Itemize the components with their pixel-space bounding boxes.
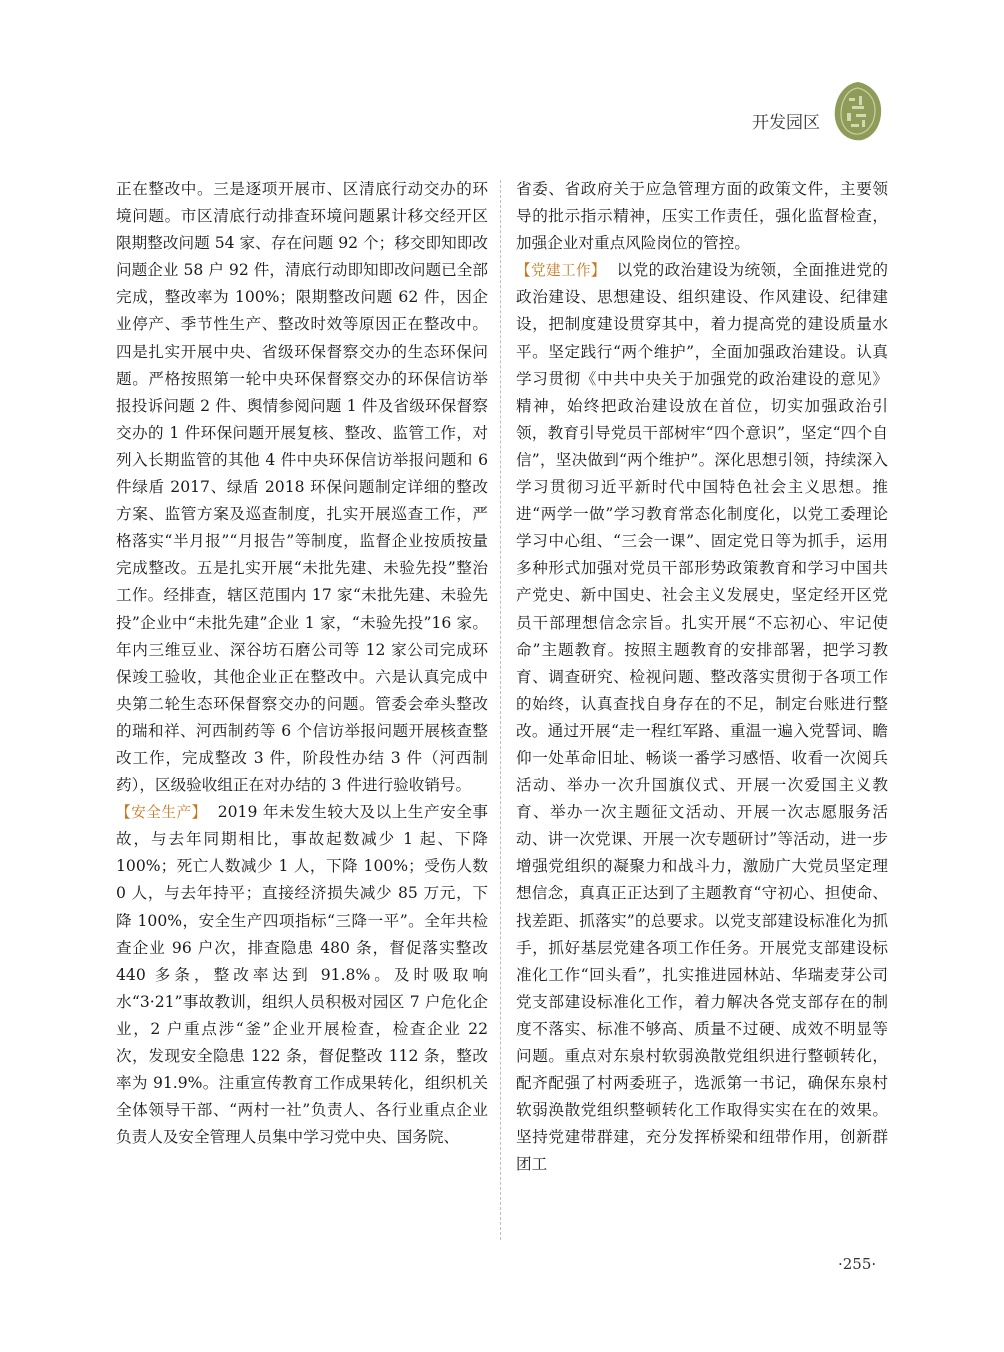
seal-emblem-icon bbox=[832, 80, 884, 142]
party-building-text: 以党的政治建设为统领，全面推进党的政治建设、思想建设、组织建设、作风建设、纪律建设，把制度建设贯穿其中，着力提高党的建设质量水平。坚定践行“两个维护”，全面加强政治建设。认真学习贯彻《中共中央关于加强党的政治建设的意见》精神，始终把政治建设放在首位，切实加强政治引领，教育引导党员干部树牢“四个意识”，坚定“四个自信”，坚决做到“两个维护”。深化思想引领，持续深入学习贯彻习近平新时代中国特色社会主义思想。推进“两学一做”学习教育常态化制度化，以党工委理论学习中心组、“三会一课”、固定党日等为抓手，运用多种形式加强对党员干部形势政策教育和学习中国共产党史、新中国史、社会主义发展史，坚定经开区党员干部理想信念宗旨。扎实开展“不忘初心、牢记使命”主题教育。按照主题教育的安排部署，把学习教育、调查研究、检视问题、整改落实贯彻于各项工作的始终，认真查找自身存在的不足，制定台账进行整改。通过开展“走一程红军路、重温一遍入党誓词、瞻仰一处革命旧址、畅谈一番学习感悟、收看一次阅兵活动、举办一次升国旗仪式、开展一次爱国主义教育、举办一次主题征文活动、开展一次志愿服务活动、讲一次党课、开展一次专题研讨”等活动，进一步增强党组织的凝聚力和战斗力，激励广大党员坚定理想信念，真真正正达到了主题教育“守初心、担使命、找差距、抓落实”的总要求。以党支部建设标准化为抓手，抓好基层党建各项工作任务。开展党支部建设标准化工作“回头看”，扎实推进园林站、华瑞麦芽公司党支部建设标准化工作，着力解决各党支部存在的制度不落实、标准不够高、质量不过硬、成效不明显等问题。重点对东泉村软弱涣散党组织进行整顿转化，配齐配强了村两委班子，选派第一书记，确保东泉村软弱涣散党组织整顿转化工作取得实实在在的效果。坚持党建带群建，充分发挥桥梁和纽带作用，创新群团工 bbox=[516, 261, 888, 1174]
section-tag-party: 【党建工作】 bbox=[516, 262, 606, 280]
column-divider bbox=[500, 180, 501, 1240]
safety-paragraph bbox=[116, 799, 488, 1151]
section-tag-safety: 【安全生产】 bbox=[116, 804, 207, 822]
party-building-paragraph bbox=[516, 257, 888, 1178]
safety-continued-paragraph: 省委、省政府关于应急管理方面的政策文件，主要领导的批示指示精神，压实工作责任，强化监督检查，加强企业对重点风险岗位的管控。 bbox=[516, 180, 888, 253]
safety-text: 2019 年未发生较大及以上生产安全事故，与去年同期相比，事故起数减少 1 起、下降 100%；死亡人数减少 1 人，下降 100%；受伤人数 0 人，与去年持平；直接经济损失减少 85 万元，下降 100%，安全生产四项指标“三降一平”。全年共检查企业 96 户次，排查隐患 480 条，督促落实整改 440 多条，整改率达到 91.8%。及时吸取响水“3·21”事故教训，组织人员积极对园区 7 户危化企业，2 户重点涉“釜”企业开展检查，检查企业 22 次，发现安全隐患 122 条，督促整改 112 条，整改率为 91.9%。注重宣传教育工作成果转化，组织机关全体领导干部、“两村一社”负责人、各行业重点企业负责人及安全管理人员集中学习党中央、国务院、 bbox=[116, 803, 488, 1147]
section-title: 开发园区 bbox=[752, 113, 820, 133]
page-number: ·255· bbox=[838, 1255, 877, 1273]
left-column bbox=[116, 176, 488, 1151]
right-column bbox=[516, 176, 888, 1178]
environment-paragraph: 正在整改中。三是逐项开展市、区清底行动交办的环境问题。市区清底行动排查环境问题累计移交经开区限期整改问题 54 家、存在问题 92 个；移交即知即改问题企业 58 户 92 件，清底行动即知即改问题已全部完成，整改率为 100%；限期整改问题 62 件，因企业停产、季节性生产、整改时效等原因正在整改中。四是扎实开展中央、省级环保督察交办的生态环保问题。严格按照第一轮中央环保督察交办的环保信访举报投诉问题 2 件、舆情参阅问题 1 件及省级环保督察交办的 1 件环保问题开展复核、整改、监管工作，对列入长期监管的其他 4 件中央环保信访举报问题和 6 件绿盾 2017、绿盾 2018 环保问题制定详细的整改方案、监管方案及巡查制度，扎实开展巡查工作，严格落实“半月报”“月报告”等制度，监督企业按质按量完成整改。五是扎实开展“未批先建、未验先投”整治工作。经排查，辖区范围内 17 家“未批先建、未验先投”企业中“未批先建”企业 1 家，“未验先投”16 家。年内三维豆业、深谷坊石磨公司等 12 家公司完成环保竣工验收，其他企业正在整改中。六是认真完成中央第二轮生态环保督察交办的问题。管委会牵头整改的瑞和祥、河西制药等 6 个信访举报问题开展核查整改工作，完成整改 3 件，阶段性办结 3 件（河西制药），区级验收组正在对办结的 3 件进行验收销号。 bbox=[116, 180, 488, 795]
